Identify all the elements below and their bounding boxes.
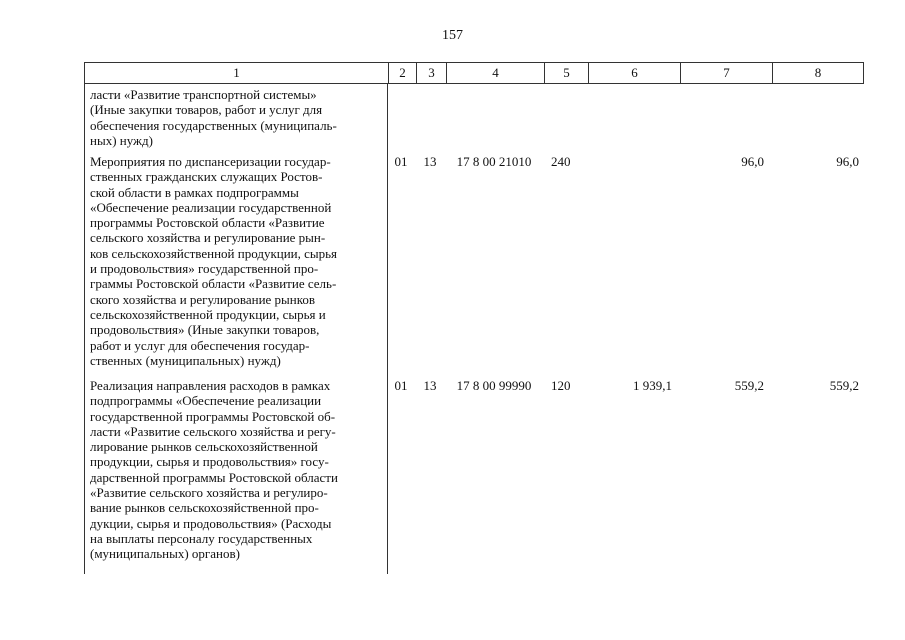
- header-cell-1: 1: [233, 65, 240, 80]
- cell-expense-type: 120: [551, 378, 571, 393]
- row-description: Реализация направления расходов в рамках подпрограммы «Обеспечение реализации государственной программы Ростовской об- ласти «Развитие сельского хозяйства и регу- лирование рынков сельскохозяйственной продукции, сырья и продовольствия» госу- дарственной программы Ростовской области «Развитие сельского хозяйства и регулиро- вание рынков сельскохозяйственной про- дукции, сырья и продовольствия» (Расходы на выплаты персоналу государственных (муниципальных) органов): [90, 378, 338, 562]
- cell-amount-col8: 96,0: [836, 154, 859, 169]
- page-number: 157: [442, 28, 463, 43]
- header-cell-4: 4: [446, 63, 544, 83]
- header-cell-8: 8: [772, 63, 863, 83]
- cell-amount-col7: 96,0: [741, 154, 764, 169]
- row-description: ласти «Развитие транспортной системы» (Иные закупки товаров, работ и услуг для обеспечения государственных (муниципаль- ных) нужд): [90, 87, 337, 148]
- header-cell-6: 6: [588, 63, 680, 83]
- header-cell-3: 3: [416, 63, 446, 83]
- cell-amount-col6: 1 939,1: [633, 378, 672, 393]
- column-rule: [84, 84, 85, 574]
- cell-subsection: 13: [423, 378, 437, 393]
- row-description: Мероприятия по диспансеризации государ- ственных гражданских служащих Ростов- ской области в рамках подпрограммы «Обеспечение реализации государственной программы Ростовской области «Развитие сельского хозяйства и регулирование рын- ков сельскохозяйственной продукции, сырья и продовольствия» государственной про- граммы Ростовской области «Развитие сель- ского хозяйства и регулирование рынков сельскохозяйственной продукции, сырья и продовольствия» (Иные закупки товаров, работ и услуг для обеспечения государ- ственных (муниципальных) нужд): [90, 154, 338, 368]
- cell-subsection: 13: [423, 154, 437, 169]
- cell-amount-col7: 559,2: [734, 378, 764, 393]
- cell-target-article: 17 8 00 99990: [456, 378, 532, 393]
- table-header-row: [84, 62, 864, 84]
- header-cell-7: 7: [680, 63, 772, 83]
- cell-section: 01: [394, 154, 408, 169]
- header-cell-2: 2: [388, 63, 416, 83]
- cell-amount-col8: 559,2: [829, 378, 859, 393]
- header-cell-5: 5: [544, 63, 588, 83]
- cell-expense-type: 240: [551, 154, 571, 169]
- cell-target-article: 17 8 00 21010: [456, 154, 532, 169]
- cell-section: 01: [394, 378, 408, 393]
